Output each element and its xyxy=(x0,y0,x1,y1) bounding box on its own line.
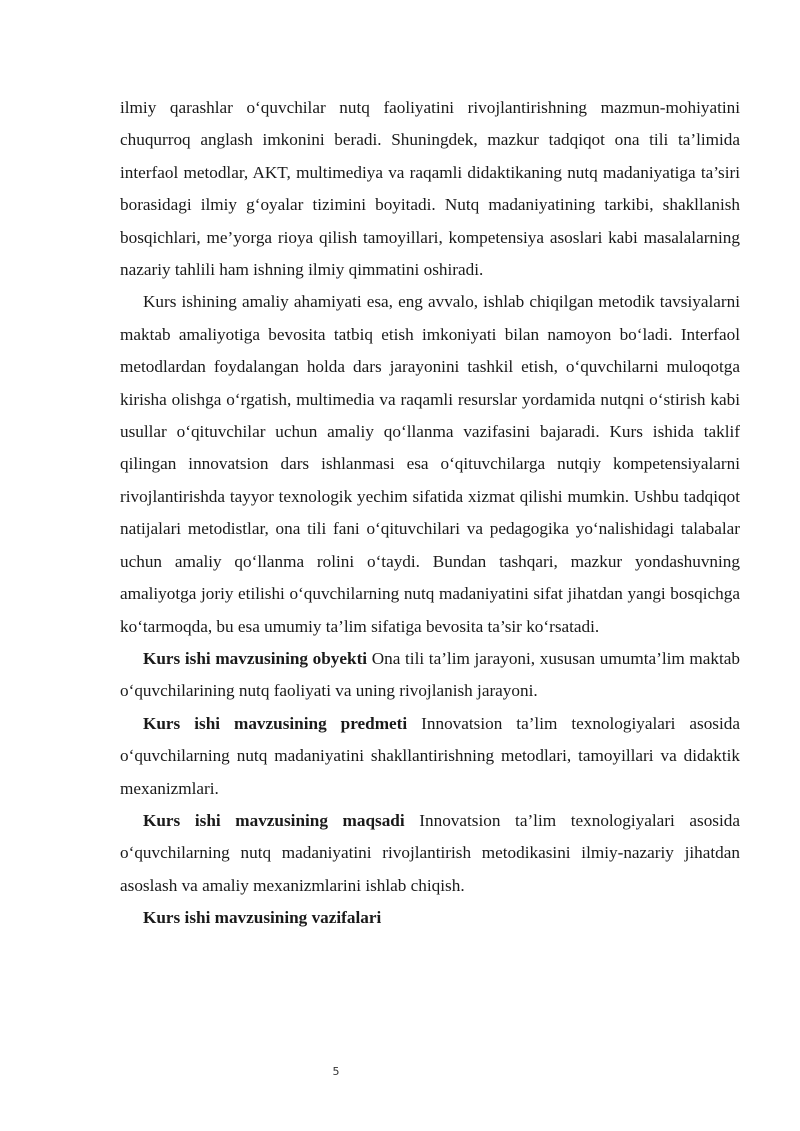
body-paragraph xyxy=(120,92,740,286)
paragraph-text: Innovatsion ta’lim texnologiyalari asosida o‘quvchilarning nutq madaniyatini rivojlantirish metodikasini ilmiy-nazariy jihatdan asoslash va amaliy mexanizmlarini ishlab chiqish. xyxy=(120,810,740,895)
page-body xyxy=(120,92,740,935)
paragraph-text: Ona tili ta’lim jarayoni, xususan umumta’lim maktab o‘quvchilarining nutq faoliyati va uning rivojlanish jarayoni. xyxy=(120,648,740,701)
paragraph-heading: Kurs ishi mavzusining maqsadi xyxy=(143,810,405,830)
paragraph-text: Kurs ishining amaliy ahamiyati esa, eng avvalo, ishlab chiqilgan metodik tavsiyalarni maktab amaliyotiga bevosita tatbiq etish imkoniyati bilan namoyon bo‘ladi. Interfaol metodlardan foydalangan holda dars jarayonini tashkil etish, o‘quvchilarni muloqotga kirisha olishga o‘rgatish, multimedia va raqamli resurslar yordamida nutqni o‘stirish kabi usullar o‘qituvchilar uchun amaliy qo‘llanma vazifasini bajaradi. Kurs ishida taklif qilingan innovatsion dars ishlanmasi esa o‘qituvchilarga nutqiy kompetensiyalarni rivojlantirishda tayyor texnologik yechim sifatida xizmat qilishi mumkin. Ushbu tadqiqot natijalari metodistlar, ona tili fani o‘qituvchilari va pedagogika yo‘nalishidagi talabalar uchun amaliy qo‘llanma rolini o‘taydi. Bundan tashqari, mazkur yondashuvning amaliyotga joriy etilishi o‘quvchilarning nutq madaniyatini sifat jihatdan yangi bosqichga ko‘tarmoqda, bu esa umumiy ta’lim sifatiga bevosita ta’sir ko‘rsatadi. xyxy=(120,292,740,636)
page-number: 5 xyxy=(332,1065,340,1078)
body-paragraph xyxy=(120,902,740,934)
body-paragraph xyxy=(120,643,740,708)
paragraph-text: ilmiy qarashlar o‘quvchilar nutq faoliyatini rivojlantirishning mazmun-mohiyatini chuqurroq anglash imkonini beradi. Shuningdek, mazkur tadqiqot ona tili ta’limida interfaol metodlar, AKT, multimediya va raqamli didaktikaning nutq madaniyatiga ta’siri borasidagi ilmiy g‘oyalar tizimini boyitadi. Nutq madaniyatining tarkibi, shakllanish bosqichlari, me’yorga rioya qilish tamoyillari, kompetensiya asoslari kabi masalalarning nazariy tahlili ham ishning ilmiy qimmatini oshiradi. xyxy=(120,98,740,280)
paragraph-heading: Kurs ishi mavzusining obyekti xyxy=(143,648,368,668)
paragraph-heading: Kurs ishi mavzusining predmeti xyxy=(143,713,408,733)
body-paragraph xyxy=(120,805,740,902)
paragraph-heading: Kurs ishi mavzusining vazifalari xyxy=(143,908,382,928)
body-paragraph xyxy=(120,286,740,642)
paragraph-text: Innovatsion ta’lim texnologiyalari asosida o‘quvchilarning nutq madaniyatini shakllantirishning metodlari, tamoyillari va didaktik mexanizmlari. xyxy=(120,713,740,798)
body-paragraph xyxy=(120,708,740,805)
